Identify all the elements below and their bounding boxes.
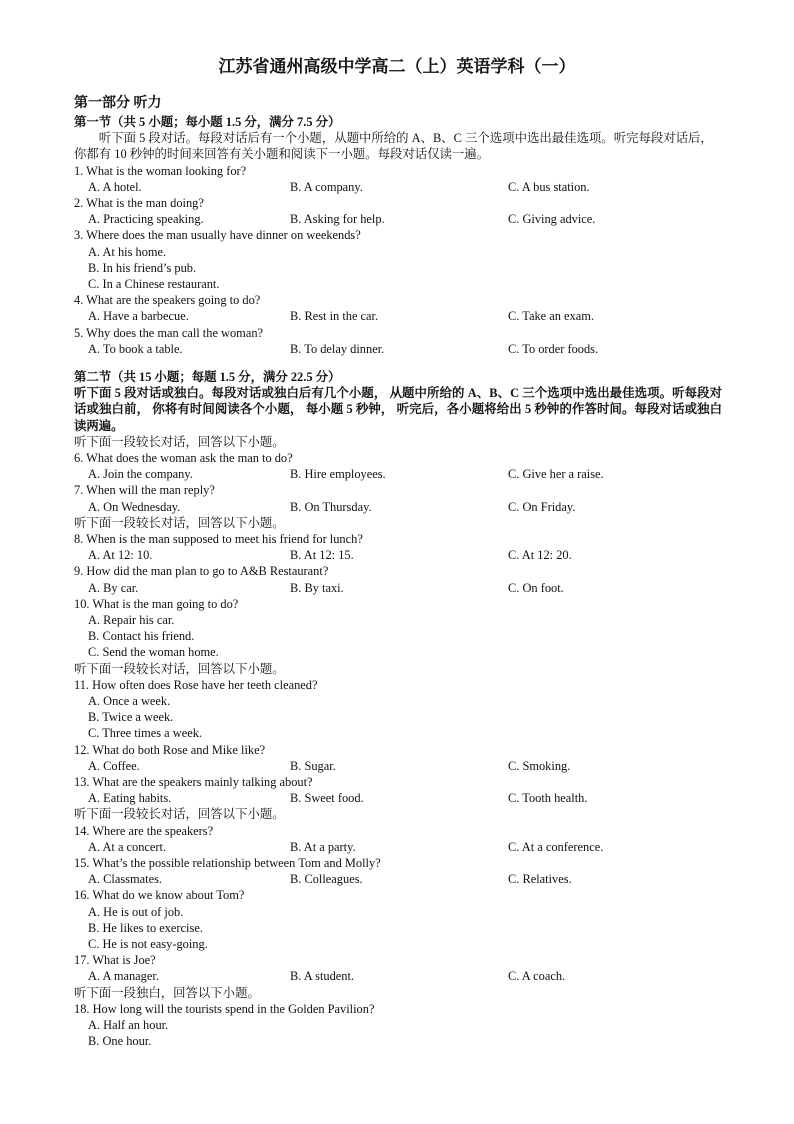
option-row [74,211,722,227]
option-c: C. Send the woman home. [88,645,219,660]
option-row [74,580,722,596]
option-a: A. A hotel. [88,179,142,194]
option-b: B. A student. [290,969,355,984]
option-c: C. A bus station. [508,179,590,194]
option-a: A. On Wednesday. [88,499,181,514]
part-heading: 第一部分 听力 [74,96,162,111]
question-stem: 12. What do both Rose and Mike like? [74,742,266,757]
question-stem: 11. How often does Rose have her teeth cleaned? [74,677,318,692]
option-row [74,547,722,563]
question-stem: 10. What is the man going to do? [74,596,239,611]
option-a: A. At his home. [88,244,167,259]
option-a: A. Eating habits. [88,791,172,806]
option-b: B. Twice a week. [88,710,174,725]
option-b: B. A company. [290,179,363,194]
option-a: A. Repair his car. [88,612,175,627]
section-instructions: 听下面 5 段对话。每段对话后有一个小题，从题中所给的 A、B、C 三个选项中选出最佳选项。听完每段对话后，你都有 10 秒钟的时间来回答有关小题和阅读下一小题。每段对话仅读一遍。 [74,131,713,162]
option-c: C. Take an exam. [508,309,594,324]
option-c: C. Tooth health. [508,791,588,806]
question-stem: 3. Where does the man usually have dinner on weekends? [74,228,361,243]
option-b: B. Rest in the car. [290,309,379,324]
question-stem: 18. How long will the tourists spend in the Golden Pavilion? [74,1001,375,1016]
option-row [74,758,722,774]
option-b: B. Hire employees. [290,467,386,482]
option-a: A. Classmates. [88,872,162,887]
option-a: A. To book a table. [88,341,183,356]
dialog-prompt: 听下面一段较长对话，回答以下小题。 [74,515,285,530]
dialog-prompt: 听下面一段较长对话，回答以下小题。 [74,661,285,676]
option-a: A. By car. [88,580,139,595]
question-stem: 14. Where are the speakers? [74,823,214,838]
section-instructions: 听下面 5 段对话或独白。每段对话或独白后有几个小题， 从题中所给的 A、B、C 三个选项中选出最佳选项。听每段对话或独白前， 你将有时间阅读各个小题， 每小题 5 秒钟， 听完后，各小题将给出 5 秒钟的作答时间。每段对话或独白读两遍。 [74,386,722,433]
option-a: A. At 12: 10. [88,548,153,563]
option-b: B. Sweet food. [290,791,364,806]
option-b: B. At a party. [290,839,356,854]
option-b: B. One hour. [88,1034,152,1049]
section-heading: 第二节（共 15 小题；每题 1.5 分，满分 22.5 分） [74,369,341,384]
question-stem: 9. How did the man plan to go to A&B Restaurant? [74,564,329,579]
option-b: B. By taxi. [290,580,344,595]
dialog-prompt: 听下面一段较长对话，回答以下小题。 [74,434,285,449]
option-a: A. He is out of job. [88,904,184,919]
option-c: C. Smoking. [508,758,571,773]
option-a: A. Have a barbecue. [88,309,189,324]
monologue-prompt: 听下面一段独白，回答以下小题。 [74,985,260,1000]
option-b: B. To delay dinner. [290,341,385,356]
question-stem: 1. What is the woman looking for? [74,163,247,178]
option-c: C. Relatives. [508,872,572,887]
option-c: C. On Friday. [508,499,576,514]
option-c: C. Give her a raise. [508,467,604,482]
option-a: A. A manager. [88,969,159,984]
section-heading: 第一节（共 5 小题；每小题 1.5 分，满分 7.5 分） [74,115,341,129]
question-stem: 17. What is Joe? [74,953,156,968]
option-row [74,466,722,482]
option-c: C. In a Chinese restaurant. [88,277,220,291]
option-c: C. At a conference. [508,839,604,854]
option-c: C. On foot. [508,580,564,595]
question-stem: 5. Why does the man call the woman? [74,325,264,340]
option-b: B. In his friend’s pub. [88,260,197,275]
question-stem: 7. When will the man reply? [74,483,215,498]
question-stem: 4. What are the speakers going to do? [74,293,261,308]
option-b: B. He likes to exercise. [88,920,203,935]
question-stem: 2. What is the man doing? [74,196,204,210]
option-b: B. Contact his friend. [88,629,195,644]
option-row [74,341,722,357]
exam-content [74,94,722,1049]
option-c: C. A coach. [508,969,566,984]
option-row [74,179,722,195]
option-a: A. Practicing speaking. [88,212,204,227]
option-row [74,968,722,984]
option-row [74,839,722,855]
option-b: B. At 12: 15. [290,548,354,563]
question-stem: 13. What are the speakers mainly talking about? [74,774,313,789]
option-b: B. Asking for help. [290,212,385,227]
option-c: C. To order foods. [508,341,599,356]
option-c: C. He is not easy-going. [88,936,208,951]
page-title: 江苏省通州高级中学高二（上）英语学科（一） [218,57,576,76]
option-a: A. At a concert. [88,839,167,854]
option-c: C. Three times a week. [88,726,203,741]
question-stem: 8. When is the man supposed to meet his friend for lunch? [74,531,363,546]
option-a: A. Join the company. [88,467,193,482]
option-b: B. Sugar. [290,758,336,773]
option-a: A. Half an hour. [88,1017,169,1032]
question-stem: 6. What does the woman ask the man to do? [74,451,293,465]
option-c: C. Giving advice. [508,212,596,227]
spacer [74,357,722,369]
option-row [74,308,722,324]
option-row [74,871,722,887]
option-a: A. Once a week. [88,693,171,708]
option-b: B. On Thursday. [290,499,372,514]
question-stem: 16. What do we know about Tom? [74,888,245,903]
option-b: B. Colleagues. [290,872,363,887]
question-stem: 15. What’s the possible relationship between Tom and Molly? [74,855,381,870]
dialog-prompt: 听下面一段较长对话，回答以下小题。 [74,807,285,822]
option-a: A. Coffee. [88,758,140,773]
option-c: C. At 12: 20. [508,548,572,563]
option-row [74,790,722,806]
option-row [74,499,722,515]
